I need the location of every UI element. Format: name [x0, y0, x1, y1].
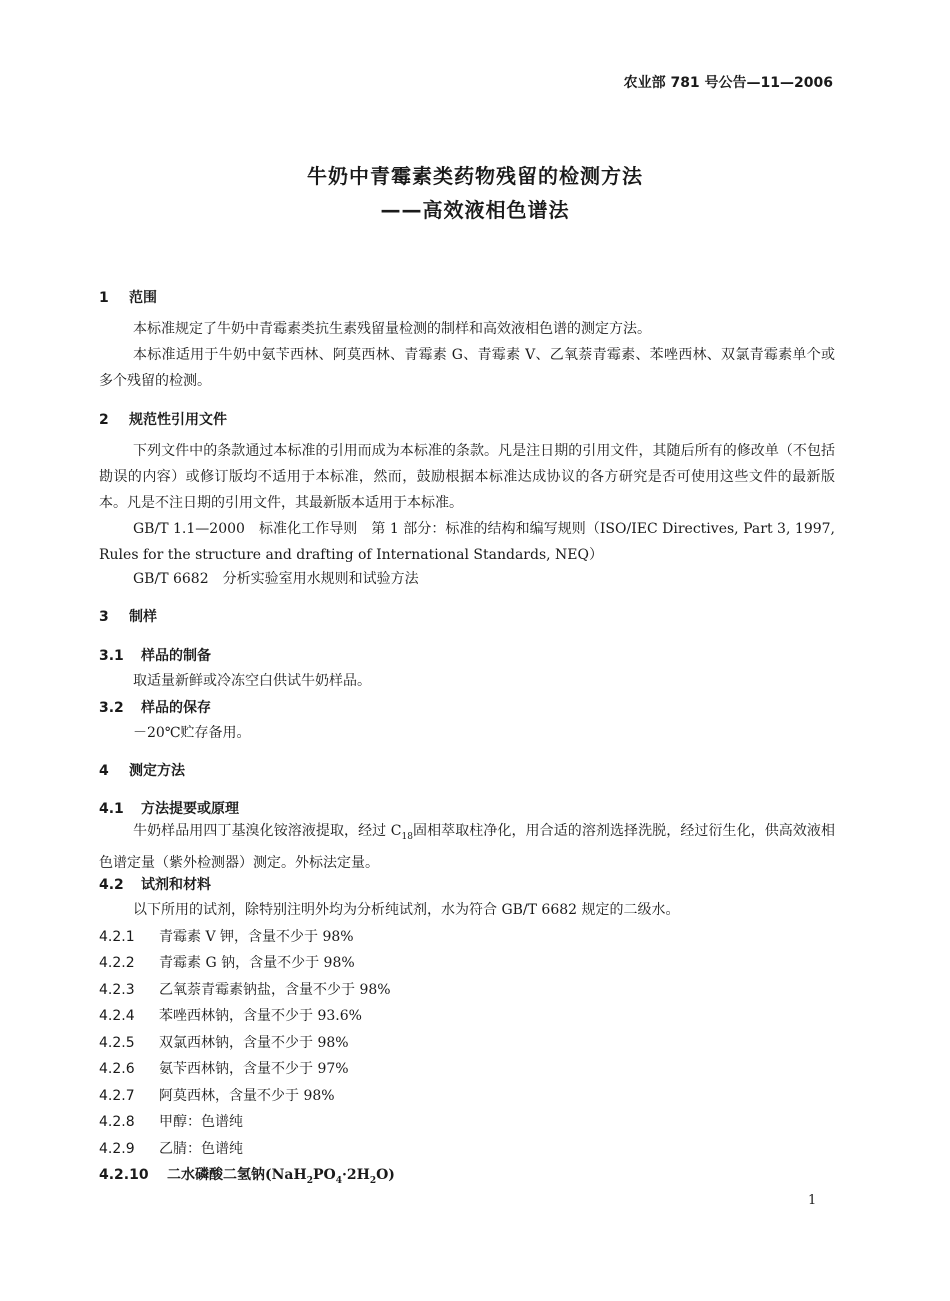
list-item: 4.2.10 二水磷酸二氢钠$(NaH_2PO_4\cdot 2H_2O)$	[99, 1167, 395, 1186]
section-1-paragraph-2: 本标准适用于牛奶中氨苄西林、阿莫西林、青霉素 G、青霉素 V、乙氧萘青霉素、苯唑西林、双氯青霉素单个或多个残留的检测。	[99, 347, 835, 389]
section-4-heading: 4 测定方法	[99, 763, 185, 779]
standard-code: 农业部 781 号公告—11—2006	[623, 75, 833, 91]
list-item: 4.2.4 苯唑西林钠，含量不少于 93.6%	[99, 1008, 362, 1024]
section-4-1-heading: 4.1 方法提要或原理	[99, 801, 239, 817]
reference-gbt-6682: GB/T 6682 分析实验室用水规则和试验方法	[133, 571, 419, 587]
section-3-1-heading: 3.1 样品的制备	[99, 648, 211, 664]
section-4-2-heading: 4.2 试剂和材料	[99, 877, 211, 893]
section-1-heading: 1 范围	[99, 290, 157, 306]
section-1-paragraph-1: 本标准规定了牛奶中青霉素类抗生素残留量检测的制样和高效液相色谱的测定方法。	[133, 321, 651, 337]
list-item: 4.2.7 阿莫西林，含量不少于 98%	[99, 1088, 335, 1104]
list-item: 4.2.5 双氯西林钠，含量不少于 98%	[99, 1035, 349, 1051]
list-item: 4.2.6 氨苄西林钠，含量不少于 97%	[99, 1061, 349, 1077]
section-2-paragraph: 下列文件中的条款通过本标准的引用而成为本标准的条款。凡是注日期的引用文件，其随后所有的修改单（不包括勘误的内容）或修订版均不适用于本标准，然而，鼓励根据本标准达成协议的各方研究是否可使用这些文件的最新版本。凡是不注日期的引用文件，其最新版本适用于本标准。	[99, 443, 835, 511]
list-item: 4.2.2 青霉素 G 钠，含量不少于 98%	[99, 955, 355, 971]
section-3-heading: 3 制样	[99, 609, 157, 625]
reference-gbt-1-1: GB/T 1.1—2000 标准化工作导则 第 1 部分：标准的结构和编写规则（ISO/IEC Directives, Part 3, 1997, Rules for the structure and drafting of International Standards, NEQ）	[99, 521, 835, 563]
section-3-2-text: －20℃贮存备用。	[133, 725, 251, 741]
list-item: 4.2.3 乙氧萘青霉素钠盐，含量不少于 98%	[99, 982, 391, 998]
document-subtitle: ——高效液相色谱法	[380, 198, 570, 222]
section-4-1-text: 牛奶样品用四丁基溴化铵溶液提取，经过 $C_{18}$固相萃取柱净化，用合适的溶剂选择洗脱，经过衍生化，供高效液相色谱定量（紫外检测器）测定。外标法定量。	[99, 823, 836, 871]
section-3-2-heading: 3.2 样品的保存	[99, 700, 211, 716]
list-item: 4.2.9 乙腈：色谱纯	[99, 1141, 243, 1157]
section-2-heading: 2 规范性引用文件	[99, 412, 227, 428]
section-3-1-text: 取适量新鲜或冷冻空白供试牛奶样品。	[133, 673, 371, 689]
page-number: 1	[808, 1193, 817, 1208]
list-item: 4.2.8 甲醇：色谱纯	[99, 1114, 243, 1130]
list-item: 4.2.1 青霉素 V 钾，含量不少于 98%	[99, 929, 354, 945]
document-title: 牛奶中青霉素类药物残留的检测方法	[307, 164, 643, 188]
section-4-2-text: 以下所用的试剂，除特别注明外均为分析纯试剂，水为符合 GB/T 6682 规定的二级水。	[133, 902, 680, 918]
